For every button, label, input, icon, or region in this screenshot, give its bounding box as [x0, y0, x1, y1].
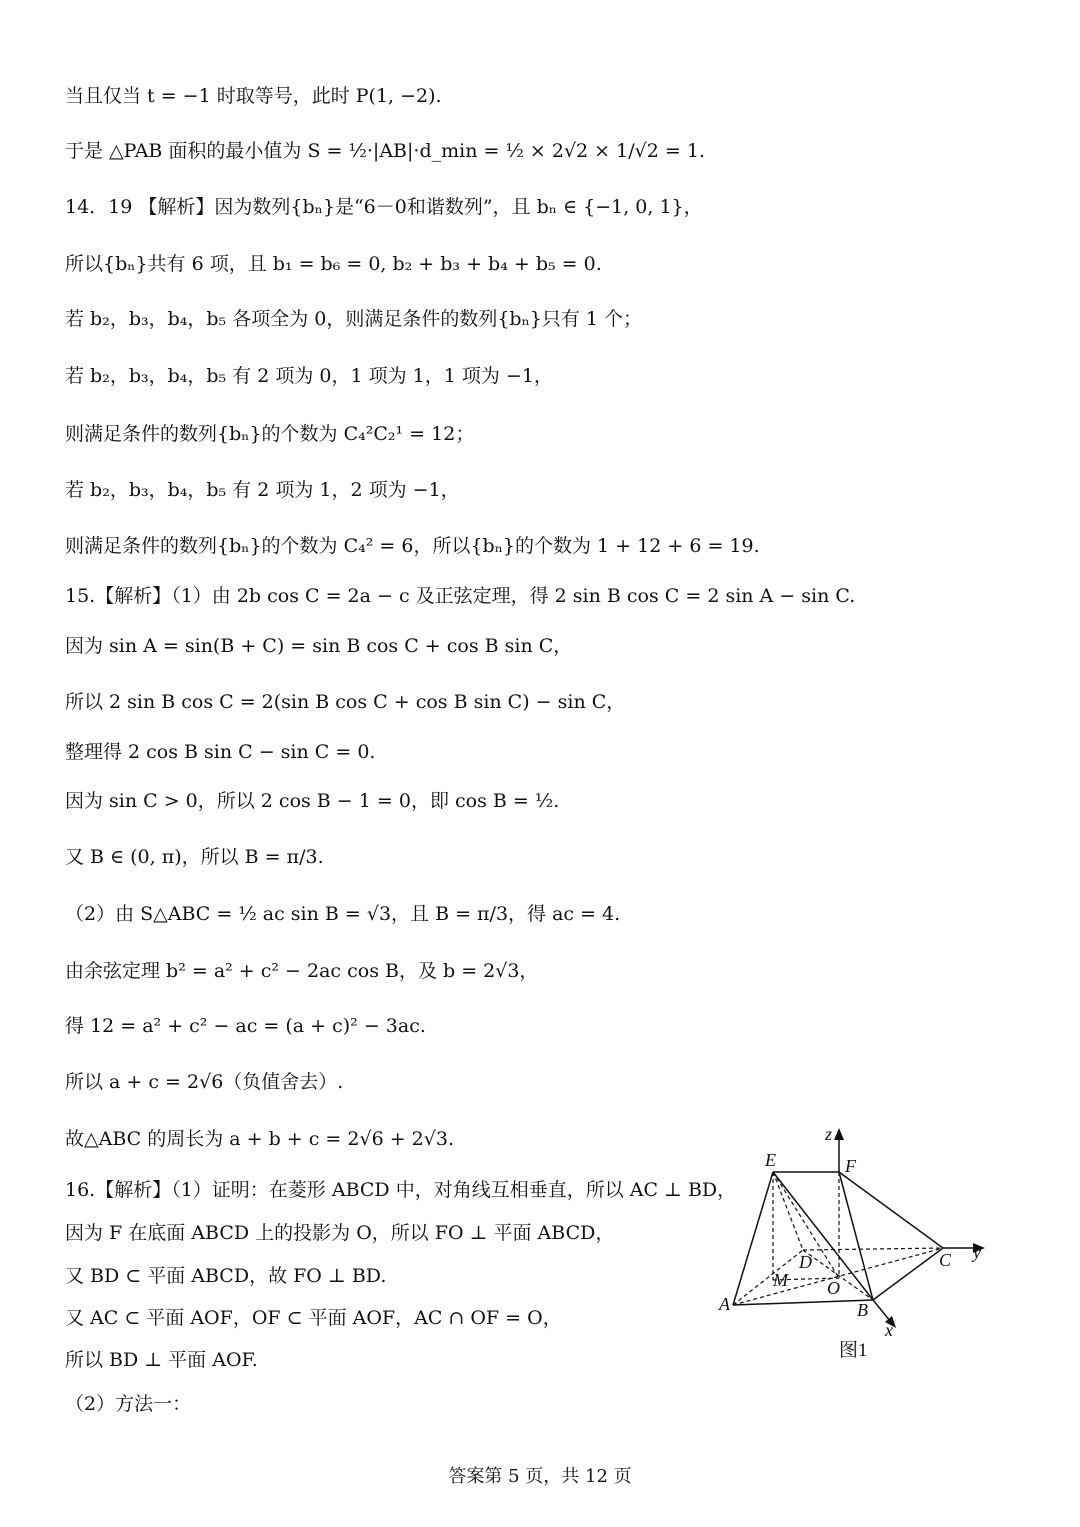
edge-FC: [839, 1172, 943, 1248]
text-line: 若 b₂，b₃，b₄，b₅ 有 2 项为 1，2 项为 −1，: [65, 479, 460, 501]
label-E: E: [765, 1150, 776, 1170]
text-line: 由余弦定理 b² = a² + c² − 2ac cos B，及 b = 2√3，: [65, 960, 539, 982]
text-line: 因为 sin C > 0，所以 2 cos B − 1 = 0，即 cos B = ½.: [65, 790, 560, 812]
text-line: 整理得 2 cos B sin C − sin C = 0.: [65, 741, 376, 763]
text-line: 又 B ∈ (0, π)，所以 B = π/3.: [65, 846, 324, 868]
text-line: 15.【解析】（1）由 2b cos C = 2a − c 及正弦定理，得 2 sin B cos C = 2 sin A − sin C.: [65, 585, 856, 607]
text-line: 所以{bₙ}共有 6 项，且 b₁ = b₆ = 0, b₂ + b₃ + b₄ + b₅ = 0.: [65, 253, 602, 275]
label-y: y: [973, 1242, 981, 1262]
text-line: 14．19 【解析】因为数列{bₙ}是“6－0和谐数列”，且 bₙ ∈ {−1, 0, 1}，: [65, 196, 703, 218]
edge-AE: [733, 1172, 773, 1305]
label-x: x: [885, 1320, 893, 1340]
text-line: 则满足条件的数列{bₙ}的个数为 C₄² = 6，所以{bₙ}的个数为 1 + 12 + 6 = 19.: [65, 535, 760, 557]
text-line: 则满足条件的数列{bₙ}的个数为 C₄²C₂¹ = 12；: [65, 423, 475, 445]
text-line: 所以 a + c = 2√6（负值舍去）.: [65, 1071, 344, 1093]
text-line: 又 AC ⊂ 平面 AOF，OF ⊂ 平面 AOF，AC ∩ OF = O，: [65, 1307, 562, 1329]
edge-DC: [803, 1248, 943, 1250]
label-O: O: [827, 1278, 840, 1298]
edge-AD: [733, 1250, 803, 1305]
label-A: A: [719, 1294, 730, 1314]
edge-AB: [733, 1300, 873, 1305]
text-line: 若 b₂，b₃，b₄，b₅ 各项全为 0，则满足条件的数列{bₙ}只有 1 个；: [65, 308, 643, 330]
text-line: （2）由 S△ABC = ½ ac sin B = √3，且 B = π/3，得 ac = 4.: [65, 903, 621, 925]
label-D: D: [799, 1252, 812, 1272]
edge-BC: [873, 1248, 943, 1300]
edge-ED: [773, 1172, 803, 1250]
geometry-figure: [715, 1120, 1005, 1365]
text-line: 所以 2 sin B cos C = 2(sin B cos C + cos B sin C) − sin C，: [65, 691, 626, 713]
text-line: 因为 F 在底面 ABCD 上的投影为 O，所以 FO ⊥ 平面 ABCD，: [65, 1222, 615, 1244]
arrow-z: [834, 1128, 844, 1140]
edge-FB: [839, 1172, 873, 1300]
axis-x: [873, 1300, 891, 1322]
text-line: 所以 BD ⊥ 平面 AOF.: [65, 1349, 258, 1371]
page-footer: 答案第 5 页，共 12 页: [448, 1466, 632, 1487]
text-line: 故△ABC 的周长为 a + b + c = 2√6 + 2√3.: [65, 1128, 454, 1150]
figure-caption: 图1: [839, 1340, 868, 1361]
text-line: 16.【解析】（1）证明：在菱形 ABCD 中，对角线互相垂直，所以 AC ⊥ BD，: [65, 1179, 737, 1201]
text-line: 又 BD ⊂ 平面 ABCD，故 FO ⊥ BD.: [65, 1265, 387, 1287]
text-line: 于是 △PAB 面积的最小值为 S = ½·|AB|·d_min = ½ × 2√2 × 1/√2 = 1.: [65, 140, 705, 162]
label-z: z: [825, 1124, 833, 1144]
text-line: 得 12 = a² + c² − ac = (a + c)² − 3ac.: [65, 1015, 426, 1037]
text-line: 当且仅当 t = −1 时取等号，此时 P(1, −2).: [65, 85, 442, 107]
label-C: C: [939, 1250, 952, 1270]
text-line: （2）方法一：: [65, 1393, 192, 1415]
label-M: M: [773, 1270, 788, 1290]
label-B: B: [857, 1300, 868, 1320]
text-line: 若 b₂，b₃，b₄，b₅ 有 2 项为 0，1 项为 1，1 项为 −1，: [65, 365, 553, 387]
label-F: F: [845, 1156, 856, 1176]
text-line: 因为 sin A = sin(B + C) = sin B cos C + cos B sin C，: [65, 635, 573, 657]
